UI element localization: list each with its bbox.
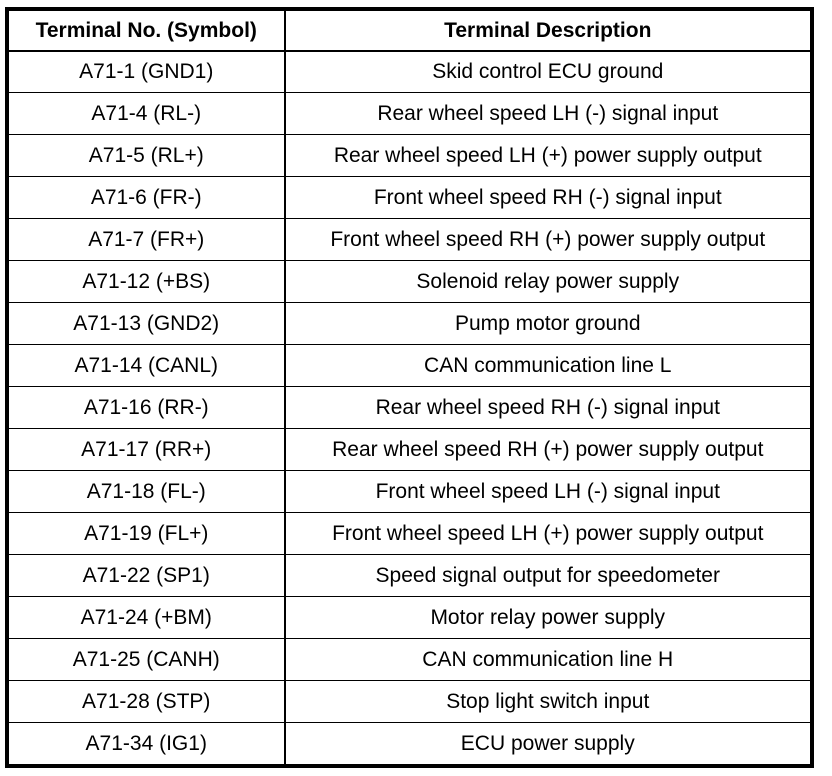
table-row xyxy=(9,723,811,765)
terminal-no-cell: A71-5 (RL+) xyxy=(9,135,285,177)
terminal-no-cell: A71-25 (CANH) xyxy=(9,639,285,681)
table-row xyxy=(9,429,811,471)
terminal-no-cell: A71-18 (FL-) xyxy=(9,471,285,513)
table-row xyxy=(9,513,811,555)
terminal-description-cell: CAN communication line H xyxy=(285,639,811,681)
terminal-description-cell: Pump motor ground xyxy=(285,303,811,345)
table-row xyxy=(9,177,811,219)
terminal-no-cell: A71-34 (IG1) xyxy=(9,723,285,765)
terminal-description-cell: Front wheel speed LH (+) power supply output xyxy=(285,513,811,555)
table-row xyxy=(9,345,811,387)
terminal-description-cell: Rear wheel speed RH (-) signal input xyxy=(285,387,811,429)
table-row xyxy=(9,681,811,723)
terminal-description-cell: Motor relay power supply xyxy=(285,597,811,639)
terminal-description-cell: Speed signal output for speedometer xyxy=(285,555,811,597)
terminal-description-cell: Rear wheel speed LH (-) signal input xyxy=(285,93,811,135)
header-terminal-description: Terminal Description xyxy=(285,11,811,51)
terminal-no-cell: A71-12 (+BS) xyxy=(9,261,285,303)
terminal-no-cell: A71-28 (STP) xyxy=(9,681,285,723)
terminal-table-frame xyxy=(5,7,814,768)
table-row xyxy=(9,51,811,93)
terminal-no-cell: A71-24 (+BM) xyxy=(9,597,285,639)
table-row xyxy=(9,93,811,135)
terminal-no-cell: A71-19 (FL+) xyxy=(9,513,285,555)
terminal-table xyxy=(8,10,811,765)
table-row xyxy=(9,471,811,513)
terminal-description-cell: Skid control ECU ground xyxy=(285,51,811,93)
table-row xyxy=(9,387,811,429)
terminal-no-cell: A71-4 (RL-) xyxy=(9,93,285,135)
table-row xyxy=(9,639,811,681)
table-header-row xyxy=(9,11,811,51)
terminal-no-cell: A71-13 (GND2) xyxy=(9,303,285,345)
terminal-no-cell: A71-14 (CANL) xyxy=(9,345,285,387)
terminal-description-cell: Rear wheel speed RH (+) power supply output xyxy=(285,429,811,471)
terminal-description-cell: CAN communication line L xyxy=(285,345,811,387)
terminal-description-cell: Front wheel speed LH (-) signal input xyxy=(285,471,811,513)
table-row xyxy=(9,261,811,303)
terminal-no-cell: A71-7 (FR+) xyxy=(9,219,285,261)
terminal-no-cell: A71-1 (GND1) xyxy=(9,51,285,93)
terminal-no-cell: A71-6 (FR-) xyxy=(9,177,285,219)
terminal-no-cell: A71-22 (SP1) xyxy=(9,555,285,597)
terminal-description-cell: Solenoid relay power supply xyxy=(285,261,811,303)
terminal-description-cell: Stop light switch input xyxy=(285,681,811,723)
table-row xyxy=(9,597,811,639)
terminal-description-cell: Front wheel speed RH (-) signal input xyxy=(285,177,811,219)
terminal-description-cell: Front wheel speed RH (+) power supply output xyxy=(285,219,811,261)
table-row xyxy=(9,555,811,597)
table-row xyxy=(9,303,811,345)
terminal-description-cell: ECU power supply xyxy=(285,723,811,765)
table-row xyxy=(9,219,811,261)
terminal-description-cell: Rear wheel speed LH (+) power supply output xyxy=(285,135,811,177)
terminal-no-cell: A71-16 (RR-) xyxy=(9,387,285,429)
terminal-no-cell: A71-17 (RR+) xyxy=(9,429,285,471)
table-row xyxy=(9,135,811,177)
header-terminal-no: Terminal No. (Symbol) xyxy=(9,11,285,51)
